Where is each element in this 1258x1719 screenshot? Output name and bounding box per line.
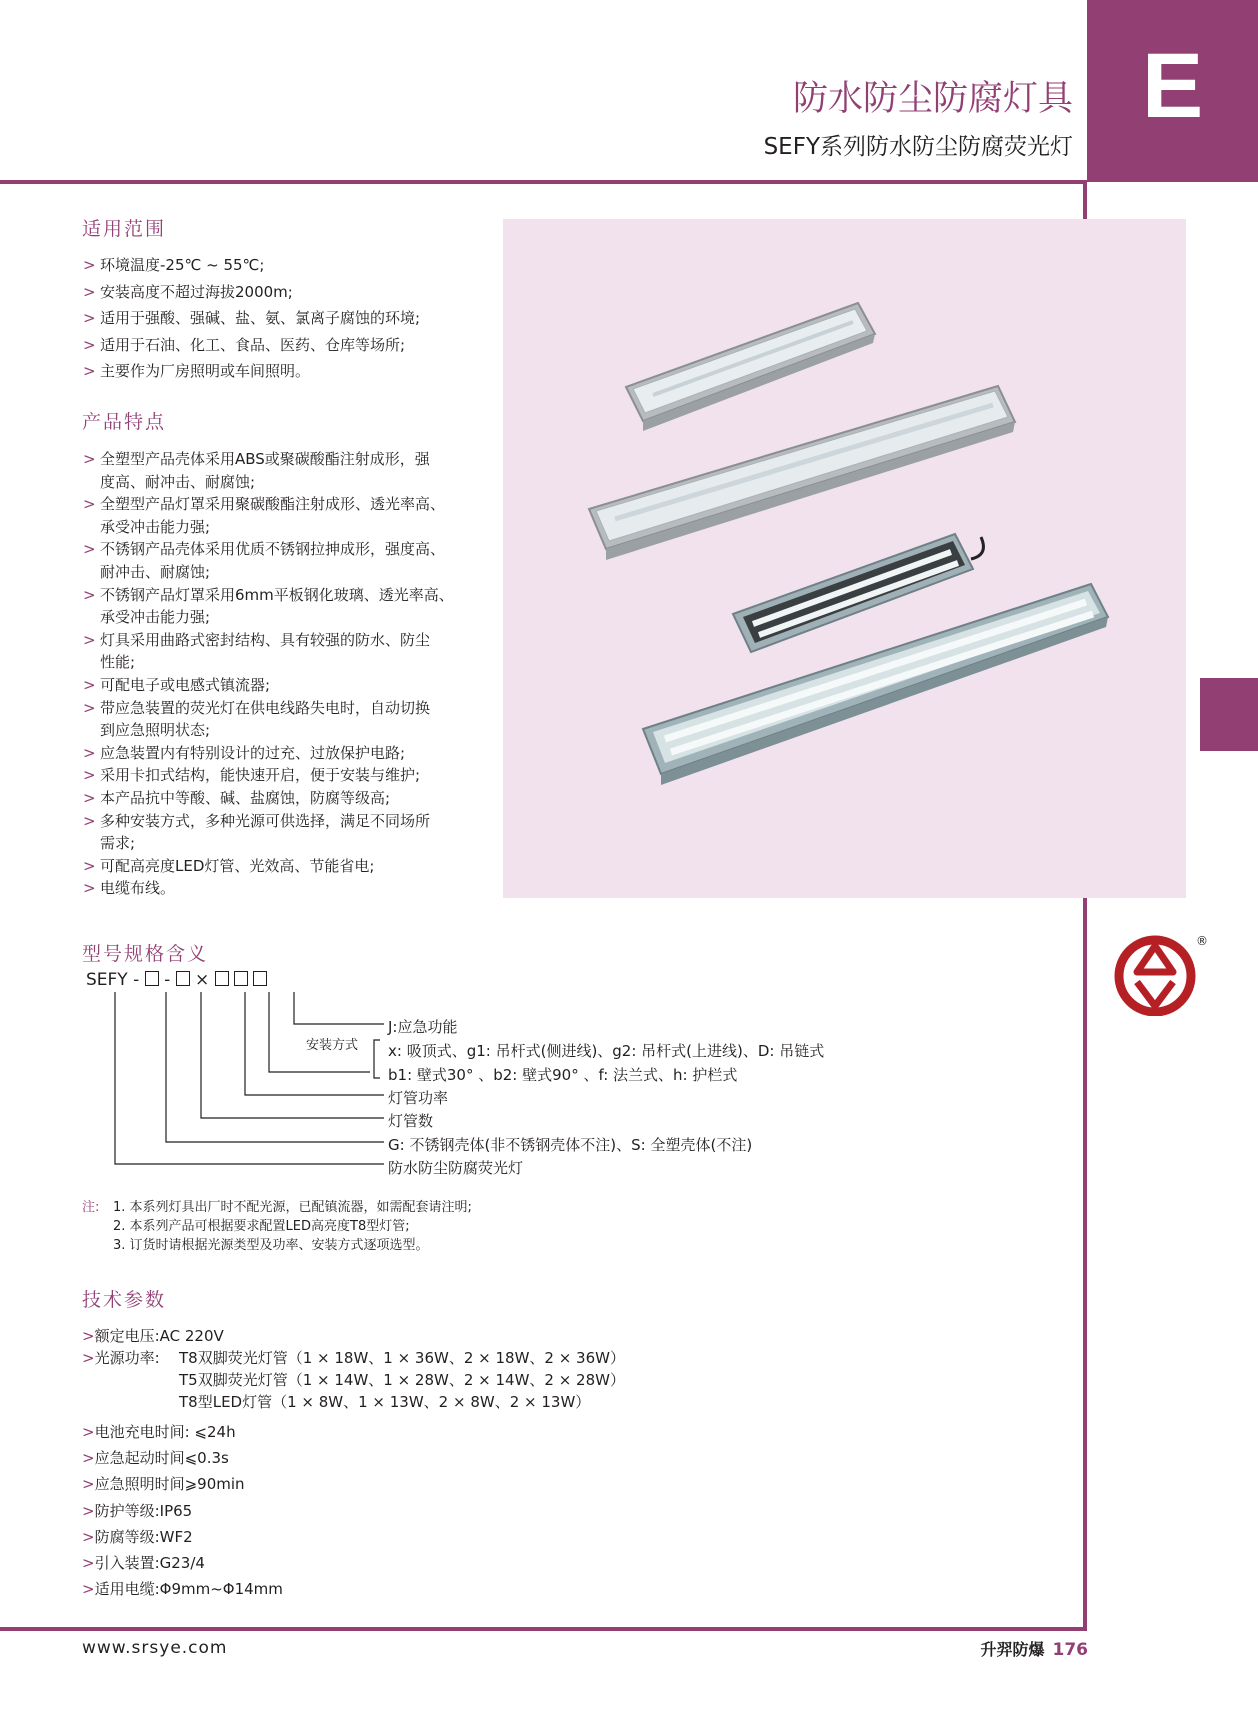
feature-line: 电缆布线。 <box>100 879 176 898</box>
feature-line: 采用卡扣式结构，能快速开启，便于安装与维护; <box>100 766 421 785</box>
gt-mark: > <box>82 1327 95 1345</box>
gt-mark: > <box>83 309 96 327</box>
spec-key: 电池充电时间: <box>94 1423 190 1441</box>
model-heading: 型号规格含义 <box>82 943 209 965</box>
lamp-small-plastic <box>626 303 875 431</box>
product-photo <box>503 219 1186 898</box>
spec-power-line: T8型LED灯管（1 × 8W、1 × 13W、2 × 8W、2 × 13W） <box>179 1393 591 1411</box>
feature-item <box>82 787 454 810</box>
spec-value: G23/4 <box>159 1553 205 1572</box>
spec-voltage <box>82 1325 224 1346</box>
spec-row <box>82 1578 283 1604</box>
spec-row <box>82 1526 283 1552</box>
spec-key: 适用电缆: <box>94 1580 160 1599</box>
spec-row <box>82 1473 283 1499</box>
spec-row <box>82 1500 283 1526</box>
scope-list <box>82 252 420 385</box>
section-letter: E <box>1141 35 1204 137</box>
spec-value: Φ9mm~Φ14mm <box>159 1580 283 1599</box>
gt-mark: > <box>83 282 96 301</box>
feature-line: 可配电子或电感式镇流器; <box>100 675 271 694</box>
tech-heading: 技术参数 <box>82 1289 167 1311</box>
model-line-count: 灯管数 <box>388 1112 434 1130</box>
scope-item-text: 适用于石油、化工、食品、医药、仓库等场所; <box>100 335 406 354</box>
feature-item <box>82 855 454 878</box>
feature-item <box>82 584 454 629</box>
header-rule <box>0 180 1087 184</box>
feature-line: 本产品抗中等酸、碱、盐腐蚀，防腐等级高; <box>100 788 391 807</box>
model-code-prefix: SEFY <box>86 970 128 990</box>
gt-mark: > <box>82 1527 95 1546</box>
feature-line: 可配高亮度LED灯管、光效高、节能省电; <box>100 856 375 875</box>
scope-item <box>82 332 420 359</box>
gt-mark: > <box>83 256 96 274</box>
gt-mark: > <box>83 743 96 762</box>
scope-item <box>82 305 420 332</box>
page-title: 防水防尘防腐灯具 <box>792 79 1073 119</box>
model-line-install-b: b1: 壁式30° 、b2: 壁式90° 、f: 法兰式、h: 护栏式 <box>388 1066 738 1084</box>
feature-line: 到应急照明状态; <box>100 721 211 740</box>
feature-item <box>82 742 454 765</box>
model-connector-lines <box>80 992 400 1172</box>
model-line-shell: G: 不锈钢壳体(非不锈钢壳体不注)、S: 全塑壳体(不注) <box>388 1136 753 1154</box>
lamp-long-open <box>643 584 1108 785</box>
scope-item-text: 适用于强酸、强碱、盐、氨、氯离子腐蚀的环境; <box>100 309 421 327</box>
feature-item <box>82 448 454 493</box>
page-subtitle: SEFY系列防水防尘防腐荧光灯 <box>763 134 1073 160</box>
page-number: 176 <box>1052 1640 1088 1660</box>
gt-mark: > <box>83 811 96 830</box>
scope-heading: 适用范围 <box>82 218 167 240</box>
spec-rows <box>82 1421 283 1604</box>
feature-line: 不锈钢产品壳体采用优质不锈钢拉抻成形，强度高、 <box>100 540 446 559</box>
spec-power-line: T8双脚荧光灯管（1 × 18W、1 × 36W、2 × 18W、2 × 36W） <box>179 1349 625 1367</box>
spec-value: AC 220V <box>159 1327 224 1345</box>
feature-line: 性能; <box>100 653 136 672</box>
scope-item <box>82 279 420 306</box>
gt-mark: > <box>82 1501 95 1520</box>
feature-item <box>82 764 454 787</box>
feature-item <box>82 810 454 855</box>
features-list <box>82 448 454 900</box>
spec-value: ⩽24h <box>189 1423 236 1441</box>
gt-mark: > <box>83 856 96 875</box>
feature-line: 不锈钢产品灯罩采用6mm平板钢化玻璃、透光率高、 <box>100 585 454 604</box>
spec-key: 防护等级: <box>94 1501 160 1520</box>
feature-item <box>82 629 454 674</box>
gt-mark: > <box>83 450 96 468</box>
scope-item <box>82 252 420 279</box>
feature-line: 度高、耐冲击、耐腐蚀; <box>100 472 256 491</box>
note-item: 1. 本系列灯具出厂时不配光源，已配镇流器，如需配套请注明; <box>113 1200 472 1215</box>
gt-mark: > <box>83 766 96 785</box>
gt-mark: > <box>82 1553 95 1572</box>
gt-mark: > <box>82 1449 95 1468</box>
model-line-power: 灯管功率 <box>388 1089 449 1107</box>
feature-line: 多种安装方式，多种光源可供选择，满足不同场所 <box>100 811 431 830</box>
model-box-shell <box>145 971 159 986</box>
feature-item <box>82 877 454 900</box>
footer-rule <box>0 1627 1087 1631</box>
gt-mark: > <box>83 698 96 717</box>
gt-mark: > <box>83 630 96 649</box>
footer-brand <box>980 1637 1088 1660</box>
footer-brand-name: 升羿防爆 <box>980 1640 1045 1659</box>
feature-item <box>82 674 454 697</box>
spec-key: 应急起动时间 <box>94 1449 185 1468</box>
model-line-emergency: J:应急功能 <box>388 1018 458 1036</box>
model-code-sep2: - <box>164 970 171 990</box>
gt-mark: > <box>83 879 96 898</box>
gt-mark: > <box>82 1349 95 1367</box>
gt-mark: > <box>83 495 96 514</box>
model-code-times: × <box>195 970 210 990</box>
gt-mark: > <box>83 675 96 694</box>
model-box-power <box>215 971 229 986</box>
spec-power-line: T5双脚荧光灯管（1 × 14W、1 × 28W、2 × 14W、2 × 28W） <box>179 1371 625 1389</box>
spec-value: ⩽0.3s <box>184 1449 229 1468</box>
footer-url[interactable]: www.srsye.com <box>82 1638 228 1658</box>
gt-mark: > <box>83 540 96 559</box>
model-box-install <box>234 971 248 986</box>
feature-line: 需求; <box>100 834 136 853</box>
registered-mark: ® <box>1196 934 1208 948</box>
scope-item <box>82 358 420 385</box>
model-line-name: 防水防尘防腐荧光灯 <box>388 1159 524 1177</box>
gt-mark: > <box>83 335 96 354</box>
note-item: 2. 本系列产品可根据要求配置LED高亮度T8型灯管; <box>113 1219 410 1234</box>
spec-key: 额定电压: <box>94 1327 160 1345</box>
feature-line: 耐冲击、耐腐蚀; <box>100 562 211 581</box>
spec-row <box>82 1552 283 1578</box>
feature-line: 带应急装置的荧光灯在供电线路失电时，自动切换 <box>100 698 431 717</box>
spec-key: 光源功率: <box>94 1349 160 1367</box>
feature-line: 应急装置内有特别设计的过充、过放保护电路; <box>100 743 406 762</box>
gt-mark: > <box>83 362 96 380</box>
gt-mark: > <box>82 1580 95 1599</box>
features-heading: 产品特点 <box>82 411 167 433</box>
gt-mark: > <box>83 788 96 807</box>
feature-line: 全塑型产品灯罩采用聚碳酸酯注射成形、透光率高、 <box>100 495 446 514</box>
gt-mark: > <box>82 1423 95 1441</box>
model-code-sep1: - <box>133 970 140 990</box>
scope-item-text: 安装高度不超过海拔2000m; <box>100 282 293 301</box>
spec-key: 引入装置: <box>94 1553 160 1572</box>
spec-value: WF2 <box>159 1527 193 1546</box>
notes-label: 注: <box>82 1200 100 1215</box>
feature-item <box>82 493 454 538</box>
model-box-count <box>176 971 190 986</box>
spec-key: 应急照明时间 <box>94 1475 185 1494</box>
spec-value: IP65 <box>159 1501 193 1520</box>
spec-key: 防腐等级: <box>94 1527 160 1546</box>
side-tab <box>1200 678 1258 751</box>
feature-line: 承受冲击能力强; <box>100 517 211 536</box>
scope-item-text: 主要作为厂房照明或车间照明。 <box>100 362 311 380</box>
scope-item-text: 环境温度-25℃ ~ 55℃; <box>100 256 265 274</box>
feature-line: 灯具采用曲路式密封结构、具有较强的防水、防尘 <box>100 630 431 649</box>
feature-line: 承受冲击能力强; <box>100 608 211 627</box>
spec-power <box>82 1347 160 1368</box>
gt-mark: > <box>83 585 96 604</box>
lamps-illustration <box>503 219 1186 898</box>
model-install-label: 安装方式 <box>306 1038 359 1053</box>
spec-row <box>82 1421 283 1447</box>
model-code <box>86 970 267 990</box>
model-line-install-a: x: 吸顶式、g1: 吊杆式(侧进线)、g2: 吊杆式(上进线)、D: 吊链式 <box>388 1042 825 1060</box>
feature-line: 全塑型产品壳体采用ABS或聚碳酸酯注射成形，强 <box>100 450 430 468</box>
spec-value: ⩾90min <box>184 1475 245 1494</box>
spec-row <box>82 1447 283 1473</box>
feature-item <box>82 538 454 583</box>
note-item: 3. 订货时请根据光源类型及功率、安装方式逐项选型。 <box>113 1238 429 1253</box>
brand-logo-icon <box>1113 932 1203 1016</box>
model-box-emergency <box>253 971 267 986</box>
gt-mark: > <box>82 1475 95 1494</box>
feature-item <box>82 697 454 742</box>
